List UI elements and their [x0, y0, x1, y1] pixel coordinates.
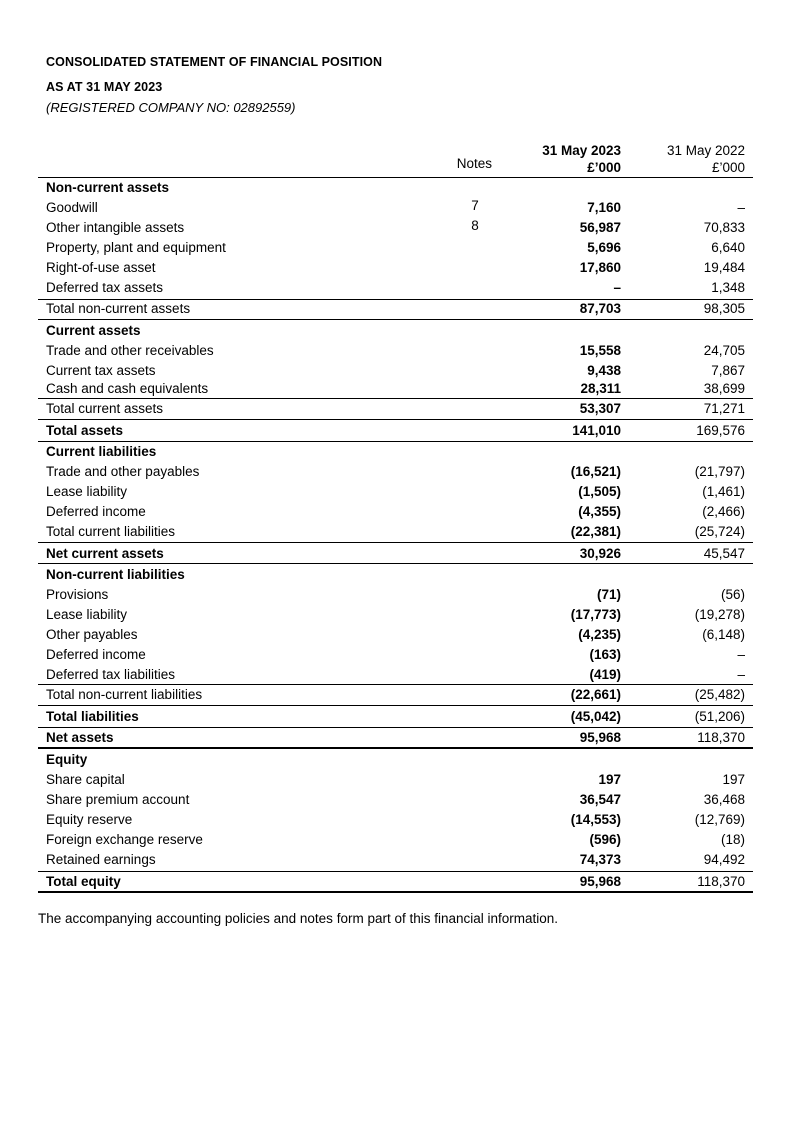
row-label: Share capital: [46, 772, 125, 787]
notes-column-header: Notes: [456, 156, 492, 171]
row-current-value: 15,558: [579, 343, 621, 358]
table-row: [38, 482, 753, 502]
row-label: Other payables: [46, 627, 138, 642]
row-current-value: 5,696: [587, 240, 621, 255]
current-period-header: 31 May 2023: [542, 143, 621, 158]
row-prior-value: (25,482): [694, 687, 745, 702]
row-prior-value: (51,206): [694, 709, 745, 724]
row-label: Share premium account: [46, 792, 190, 807]
row-prior-value: 197: [722, 772, 745, 787]
row-current-value: (71): [596, 587, 621, 602]
row-label: Property, plant and equipment: [46, 240, 226, 255]
row-prior-value: 71,271: [703, 401, 745, 416]
row-label: Lease liability: [46, 484, 128, 499]
row-label: Net current assets: [46, 546, 164, 561]
row-label: Trade and other receivables: [46, 343, 214, 358]
row-label: Retained earnings: [46, 852, 156, 867]
row-prior-value: 118,370: [697, 730, 745, 745]
row-current-value: 197: [598, 772, 621, 787]
table-rule: [38, 542, 753, 543]
row-prior-value: (2,466): [702, 504, 745, 519]
row-label: Deferred income: [46, 647, 146, 662]
table-row: [38, 399, 753, 419]
row-label: Total current liabilities: [46, 524, 176, 539]
row-label: Goodwill: [46, 200, 98, 215]
table-row: [38, 544, 753, 564]
row-current-value: 9,438: [587, 363, 621, 378]
row-current-value: 74,373: [579, 852, 621, 867]
table-row: [38, 728, 753, 748]
table-row: [38, 218, 753, 238]
row-current-value: 36,547: [579, 792, 621, 807]
row-current-value: 87,703: [579, 301, 621, 316]
row-current-value: (17,773): [570, 607, 621, 622]
table-rule: [38, 319, 753, 320]
row-label: Current assets: [46, 323, 141, 338]
table-row: [38, 850, 753, 870]
row-current-value: –: [613, 280, 621, 295]
row-current-value: (16,521): [570, 464, 621, 479]
row-label: Right-of-use asset: [46, 260, 156, 275]
table-row: [38, 810, 753, 830]
row-prior-value: 36,468: [703, 792, 745, 807]
prior-period-header: 31 May 2022: [666, 143, 745, 158]
table-row: [38, 178, 753, 198]
table-row: [38, 665, 753, 685]
row-prior-value: 6,640: [711, 240, 745, 255]
row-label: Deferred tax liabilities: [46, 667, 176, 682]
row-note: 8: [471, 218, 479, 233]
row-prior-value: (19,278): [694, 607, 745, 622]
row-current-value: 56,987: [579, 220, 621, 235]
row-label: Total non-current liabilities: [46, 687, 203, 702]
row-prior-value: (1,461): [702, 484, 745, 499]
statement-title: CONSOLIDATED STATEMENT OF FINANCIAL POSITION: [46, 55, 383, 69]
row-label: Equity reserve: [46, 812, 133, 827]
row-current-value: (163): [589, 647, 621, 662]
row-current-value: (22,661): [570, 687, 621, 702]
row-current-value: 17,860: [579, 260, 621, 275]
row-current-value: (4,355): [578, 504, 621, 519]
row-label: Total current assets: [46, 401, 164, 416]
row-prior-value: 1,348: [711, 280, 745, 295]
row-current-value: 28,311: [580, 381, 621, 396]
table-row: [38, 421, 753, 441]
row-current-value: (14,553): [570, 812, 621, 827]
table-row: [38, 830, 753, 850]
row-prior-value: (6,148): [702, 627, 745, 642]
table-row: [38, 750, 753, 770]
row-label: Provisions: [46, 587, 109, 602]
table-row: [38, 625, 753, 645]
registration-number: (REGISTERED COMPANY NO: 02892559): [46, 100, 296, 115]
statement-date: AS AT 31 MAY 2023: [46, 80, 163, 94]
row-prior-value: (12,769): [694, 812, 745, 827]
row-prior-value: 45,547: [703, 546, 745, 561]
row-current-value: (4,235): [578, 627, 621, 642]
row-label: Current tax assets: [46, 363, 156, 378]
table-row: [38, 341, 753, 361]
row-label: Equity: [46, 752, 88, 767]
table-row: [38, 522, 753, 542]
row-current-value: 95,968: [579, 874, 621, 889]
row-label: Non-current liabilities: [46, 567, 185, 582]
row-prior-value: 70,833: [703, 220, 745, 235]
row-label: Current liabilities: [46, 444, 157, 459]
table-row: [38, 872, 753, 892]
table-row: [38, 238, 753, 258]
row-label: Total non-current assets: [46, 301, 191, 316]
row-label: Non-current assets: [46, 180, 170, 195]
row-label: Other intangible assets: [46, 220, 185, 235]
row-prior-value: 169,576: [696, 423, 745, 438]
table-row: [38, 685, 753, 705]
table-row: [38, 258, 753, 278]
current-unit-header: £’000: [587, 160, 621, 175]
row-prior-value: 98,305: [703, 301, 745, 316]
row-note: 7: [471, 198, 479, 213]
row-prior-value: –: [737, 200, 745, 215]
table-row: [38, 770, 753, 790]
row-prior-value: –: [737, 667, 745, 682]
row-label: Cash and cash equivalents: [46, 381, 209, 396]
row-label: Foreign exchange reserve: [46, 832, 203, 847]
row-current-value: 7,160: [587, 200, 621, 215]
row-current-value: (45,042): [570, 709, 621, 724]
table-row: [38, 790, 753, 810]
table-row: [38, 198, 753, 218]
row-label: Total equity: [46, 874, 121, 889]
row-current-value: 53,307: [579, 401, 621, 416]
row-prior-value: 19,484: [703, 260, 745, 275]
row-current-value: (596): [589, 832, 621, 847]
row-prior-value: 7,867: [711, 363, 745, 378]
table-row: [38, 361, 753, 381]
row-current-value: 141,010: [572, 423, 621, 438]
table-row: [38, 462, 753, 482]
table-row: [38, 707, 753, 727]
table-row: [38, 605, 753, 625]
row-prior-value: 38,699: [703, 381, 745, 396]
table-row: [38, 442, 753, 462]
prior-unit-header: £’000: [711, 160, 745, 175]
table-row: [38, 278, 753, 298]
row-label: Net assets: [46, 730, 114, 745]
row-current-value: (22,381): [570, 524, 621, 539]
row-prior-value: 118,370: [697, 874, 745, 889]
row-current-value: 30,926: [579, 546, 621, 561]
row-prior-value: (56): [720, 587, 745, 602]
row-label: Total liabilities: [46, 709, 139, 724]
table-row: [38, 585, 753, 605]
row-prior-value: (21,797): [694, 464, 745, 479]
row-label: Deferred income: [46, 504, 146, 519]
row-current-value: 95,968: [579, 730, 621, 745]
row-prior-value: 24,705: [703, 343, 745, 358]
row-prior-value: (25,724): [694, 524, 745, 539]
row-label: Lease liability: [46, 607, 128, 622]
row-label: Total assets: [46, 423, 124, 438]
row-label: Deferred tax assets: [46, 280, 164, 295]
row-prior-value: –: [737, 647, 745, 662]
table-rule: [38, 705, 753, 706]
row-prior-value: 94,492: [703, 852, 745, 867]
table-row: [38, 321, 753, 341]
table-row: [38, 565, 753, 585]
row-current-value: (419): [589, 667, 621, 682]
table-row: [38, 379, 753, 399]
row-label: Trade and other payables: [46, 464, 200, 479]
table-rule: [38, 419, 753, 420]
footer-note: The accompanying accounting policies and notes form part of this financial information.: [38, 911, 559, 926]
table-row: [38, 645, 753, 665]
table-row: [38, 502, 753, 522]
row-prior-value: (18): [720, 832, 745, 847]
table-row: [38, 299, 753, 319]
row-current-value: (1,505): [578, 484, 621, 499]
